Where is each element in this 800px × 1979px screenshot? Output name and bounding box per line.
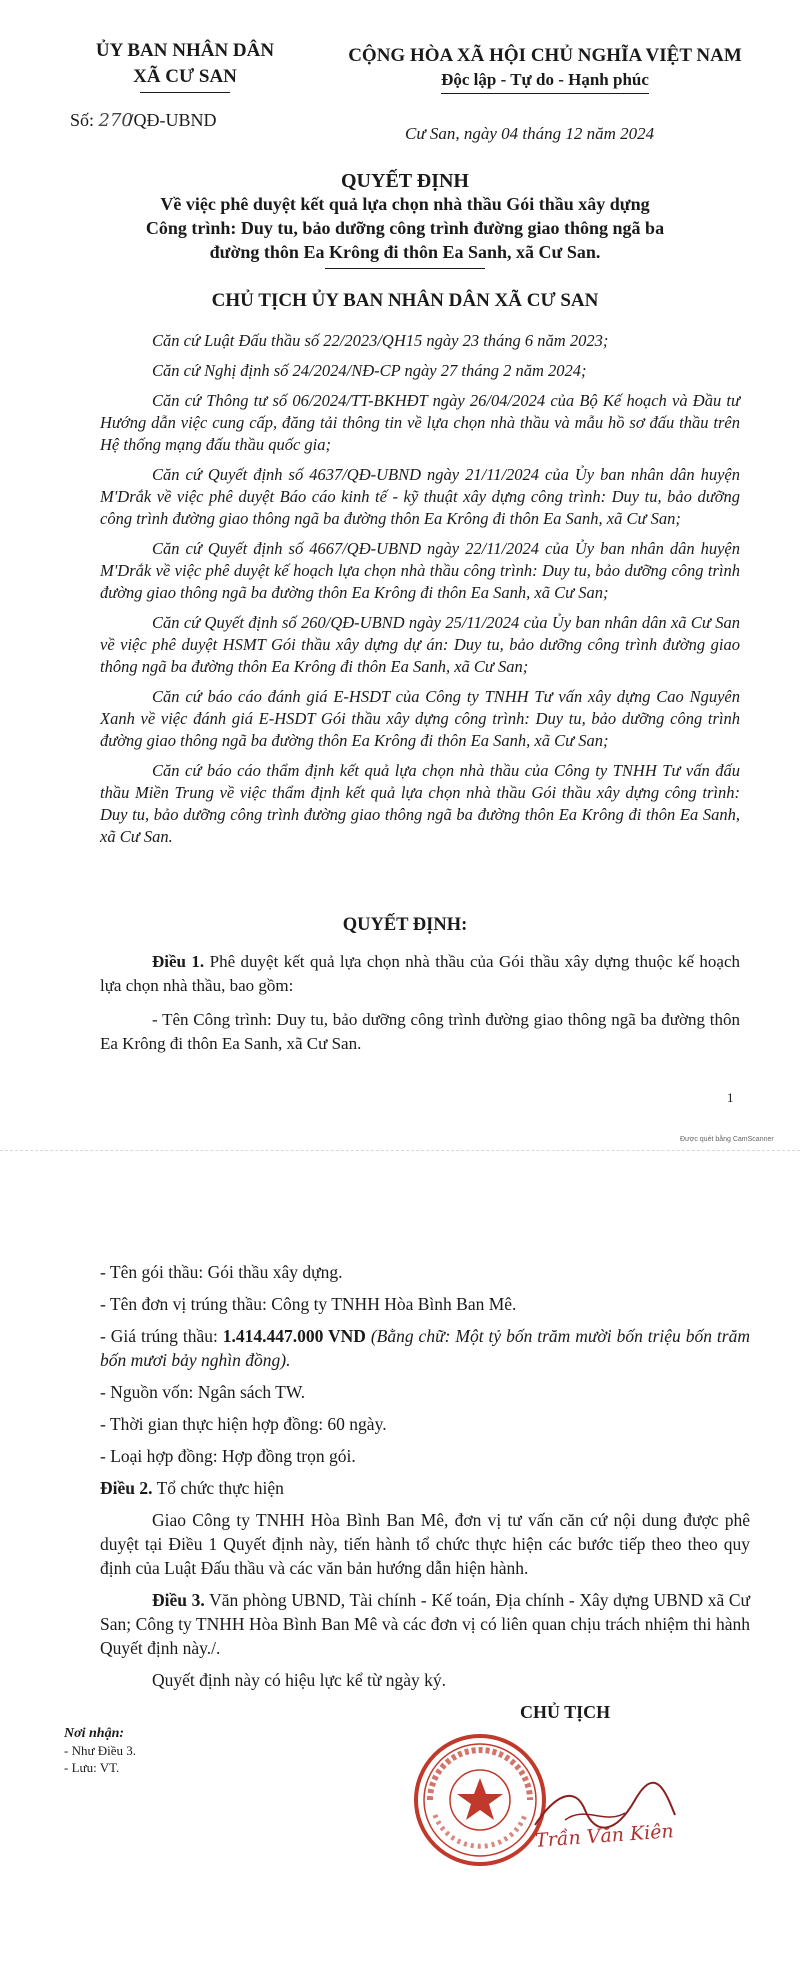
price-value: 1.414.447.000 VND [222, 1326, 366, 1346]
issuing-agency [70, 38, 300, 90]
article-1-label: Điều 1. [152, 952, 205, 971]
basis-item: Căn cứ báo cáo đánh giá E-HSDT của Công ty TNHH Tư vấn xây dựng Cao Nguyên Xanh về việc đánh giá E-HSDT Gói thầu xây dựng công trình: Duy tu, bảo dưỡng công trình đường giao thông ngã ba đường thôn Ea Krông đi thôn Ea Sanh, xã Cư San; [100, 687, 740, 750]
article-3 [100, 1588, 750, 1660]
winner-name [100, 1292, 750, 1316]
signer-name: Trần Văn Kiên [534, 1820, 675, 1852]
national-motto [315, 44, 775, 94]
agency-line-1: ỦY BAN NHÂN DÂN [95, 40, 275, 61]
article-2-heading [100, 1476, 750, 1500]
basis-item: Căn cứ Nghị định số 24/2024/NĐ-CP ngày 27 tháng 2 năm 2024; [152, 361, 587, 380]
funding-source: - Nguồn vốn: Ngân sách TW. [100, 1382, 306, 1402]
article-2-label: Điều 2. [100, 1478, 153, 1498]
article-3-label: Điều 3. [152, 1590, 205, 1610]
document-title [60, 170, 750, 264]
award-price [100, 1324, 750, 1372]
signer-title: CHỦ TỊCH [520, 1702, 611, 1722]
recipient-item: - Lưu: VT. [64, 1760, 120, 1775]
basis-item: Căn cứ báo cáo thẩm định kết quả lựa chọn nhà thầu của Công ty TNHH Tư vấn đấu thầu Miền Trung về việc thẩm định kết quả lựa chọn nhà thầu Gói thầu xây dựng công trình: Duy tu, bảo dưỡng công trình đường giao thông ngã ba đường thôn Ea Krông đi thôn Ea Sanh, xã Cư San. [100, 761, 740, 846]
contract-type: - Loại hợp đồng: Hợp đồng trọn gói. [100, 1446, 356, 1466]
title-line-2: Công trình: Duy tu, bảo dưỡng công trình đường giao thông ngã ba [145, 218, 665, 238]
number-suffix: /QĐ-UBND [128, 110, 217, 130]
package-name: - Tên gói thầu: Gói thầu xây dựng. [100, 1262, 343, 1282]
title-line-1: Về việc phê duyệt kết quả lựa chọn nhà thầu Gói thầu xây dựng [160, 194, 650, 214]
decision-heading: QUYẾT ĐỊNH: [342, 915, 468, 935]
page-number: 1 [727, 1090, 734, 1105]
authority-heading: CHỦ TỊCH ỦY BAN NHÂN DÂN XÃ CƯ SAN [211, 290, 599, 311]
article-1 [100, 950, 740, 1064]
article-1-text: Phê duyệt kết quả lựa chọn nhà thầu của Gói thầu xây dựng thuộc kế hoạch lựa chọn nhà thầu, bao gồm: [100, 952, 741, 995]
document-page-2 [0, 1175, 800, 1979]
agency-line-2: XÃ CƯ SAN [133, 66, 237, 87]
price-words: (Bằng chữ: Một tỷ bốn trăm mười bốn triệu bốn trăm bốn mươi bảy nghìn đồng). [100, 1326, 750, 1370]
document-number [70, 110, 217, 131]
number-label: Số: [70, 110, 95, 130]
recipients-heading: Nơi nhận: [64, 1726, 125, 1741]
winner-text: - Tên đơn vị trúng thầu: Công ty TNHH Hòa Bình Ban Mê. [100, 1294, 517, 1314]
basis-item: Căn cứ Luật Đấu thầu số 22/2023/QH15 ngày 23 tháng 6 năm 2023; [152, 331, 609, 350]
page-separator [0, 1150, 800, 1175]
effect-clause: Quyết định này có hiệu lực kể từ ngày ký. [152, 1670, 447, 1690]
issue-date: Cư San, ngày 04 tháng 12 năm 2024 [405, 124, 655, 143]
doc-type: QUYẾT ĐỊNH [341, 170, 469, 192]
basis-item: Căn cứ Quyết định số 4667/QĐ-UBND ngày 22/11/2024 của Ủy ban nhân dân huyện M'Drắk về việc phê duyệt kế hoạch lựa chọn nhà thầu công trình: Duy tu, bảo dưỡng công trình đường giao thông ngã ba đường thôn Ea Krông đi thôn Ea Sanh, xã Cư San; [100, 539, 740, 602]
article-2-text: Giao Công ty TNHH Hòa Bình Ban Mê, đơn vị tư vấn căn cứ nội dung được phê duyệt tại Điều 1 Quyết định này, tiến hành tổ chức thực hiện các bước tiếp theo theo quy định của Luật Đấu thầu và các văn bản hướng dẫn hiện hành. [100, 1510, 750, 1578]
project-name: - Tên Công trình: Duy tu, bảo dưỡng công trình đường giao thông ngã ba đường thôn Ea Krông đi thôn Ea Sanh, xã Cư San. [100, 1010, 740, 1053]
scanner-footer: Được quét bằng CamScanner [680, 1136, 774, 1143]
award-details [100, 1260, 750, 1700]
recipients-block [64, 1725, 136, 1776]
title-line-3: đường thôn Ea Krông đi thôn Ea Sanh, xã Cư San. [209, 242, 601, 262]
nation-title: CỘNG HÒA XÃ HỘI CHỦ NGHĨA VIỆT NAM [348, 45, 742, 66]
recipient-item: - Như Điều 3. [64, 1743, 137, 1758]
motto: Độc lập - Tự do - Hạnh phúc [441, 68, 649, 94]
legal-bases [100, 330, 740, 856]
contract-duration: - Thời gian thực hiện hợp đồng: 60 ngày. [100, 1414, 387, 1434]
agency-underline [140, 92, 230, 93]
article-3-text: Văn phòng UBND, Tài chính - Kế toán, Địa chính - Xây dựng UBND xã Cư San; Công ty TNHH Hòa Bình Ban Mê và các đơn vị có liên quan chịu trách nhiệm thi hành Quyết định này./. [100, 1590, 750, 1658]
article-2-title: Tổ chức thực hiện [156, 1478, 284, 1498]
price-label: - Giá trúng thầu: [100, 1326, 218, 1346]
basis-item: Căn cứ Quyết định số 260/QĐ-UBND ngày 25/11/2024 của Ủy ban nhân dân xã Cư San về việc phê duyệt HSMT Gói thầu xây dựng dự án: Duy tu, bảo dưỡng công trình đường giao thông ngã ba đường thôn Ea Krông đi thôn Ea Sanh, xã Cư San; [100, 613, 740, 676]
basis-item: Căn cứ Quyết định số 4637/QĐ-UBND ngày 21/11/2024 của Ủy ban nhân dân huyện M'Drắk về việc phê duyệt Báo cáo kinh tế - kỹ thuật xây dựng công trình: Duy tu, bảo dưỡng công trình đường giao thông ngã ba đường thôn Ea Krông đi thôn Ea Sanh, xã Cư San; [100, 465, 740, 528]
number-value: 270 [98, 110, 133, 131]
basis-item: Căn cứ Thông tư số 06/2024/TT-BKHĐT ngày 26/04/2024 của Bộ Kế hoạch và Đầu tư Hướng dẫn việc cung cấp, đăng tải thông tin về lựa chọn nhà thầu và mẫu hồ sơ đấu thầu trên Hệ thống mạng đấu thầu quốc gia; [100, 391, 740, 454]
title-underline [325, 268, 485, 269]
